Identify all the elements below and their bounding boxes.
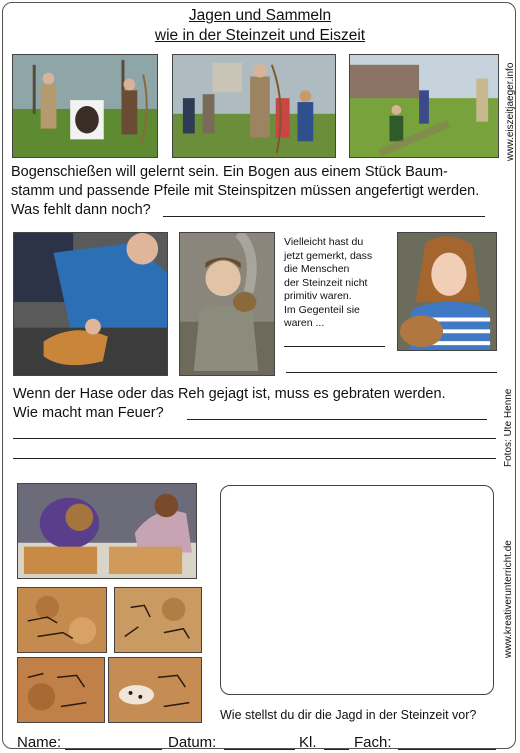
worksheet-title-line1: Jagen und Sammeln: [188, 7, 332, 24]
note-line: Vielleicht hast du: [284, 236, 364, 248]
cave-painting-3: [17, 657, 105, 723]
archery-children-photo: [172, 54, 336, 158]
answer-line-1[interactable]: [163, 216, 485, 217]
subject-field[interactable]: [398, 749, 496, 750]
cave-painting-1: [17, 587, 107, 653]
note-answer-line-2[interactable]: [286, 372, 497, 373]
note-text: [284, 236, 372, 331]
cave-painting-2: [114, 587, 202, 653]
name-label: Name:: [17, 734, 62, 751]
drawing-prompt: Wie stellst du dir die Jagd in der Steinzeit vor?: [220, 708, 477, 722]
name-field[interactable]: [65, 749, 162, 750]
class-label: Kl.: [299, 734, 317, 751]
note-line: der Steinzeit nicht: [284, 276, 368, 289]
side-text-middle: Fotos: Ute Henne: [503, 388, 514, 467]
side-text-top: www.eiszeitjaeger.info: [505, 62, 516, 161]
note-line: die Menschen: [284, 263, 350, 275]
date-label: Datum:: [168, 734, 217, 751]
archery-field-photo: [349, 54, 499, 158]
subject-label: Fach:: [354, 734, 392, 751]
note-line: Im Gegenteil sie: [284, 303, 360, 316]
side-text-bottom: www.kreativerunterricht.de: [503, 540, 514, 658]
cave-painting-4: [108, 657, 202, 723]
answer-line-4[interactable]: [13, 458, 496, 459]
toolmaking-photo: [13, 232, 168, 376]
section2-question: Wie macht man Feuer?: [13, 405, 164, 421]
note-line: primitiv waren.: [284, 290, 352, 302]
note-answer-line[interactable]: [284, 346, 385, 347]
section2-text-line1: Wenn der Hase oder das Reh gejagt ist, muss es gebraten werden.: [13, 386, 446, 402]
note-line: waren ...: [284, 317, 325, 329]
children-painting-photo: [17, 483, 197, 579]
fire-making-photo: [179, 232, 275, 376]
date-field[interactable]: [224, 749, 295, 750]
answer-line-3[interactable]: [13, 438, 496, 439]
section1-question: Was fehlt dann noch?: [11, 202, 151, 218]
girl-with-skull-photo: [397, 232, 497, 351]
worksheet-title-line2: wie in der Steinzeit und Eiszeit: [154, 27, 366, 44]
drawing-box[interactable]: [220, 485, 494, 695]
archery-demo-photo: [12, 54, 158, 158]
section1-text-line2: stamm und passende Pfeile mit Steinspitzen müssen angefertigt werden.: [11, 183, 480, 199]
section1-text-line1: Bogenschießen will gelernt sein. Ein Bogen aus einem Stück Baum-: [11, 164, 448, 180]
answer-line-2[interactable]: [187, 419, 487, 420]
note-line: jetzt gemerkt, dass: [284, 249, 373, 262]
class-field[interactable]: [324, 749, 349, 750]
